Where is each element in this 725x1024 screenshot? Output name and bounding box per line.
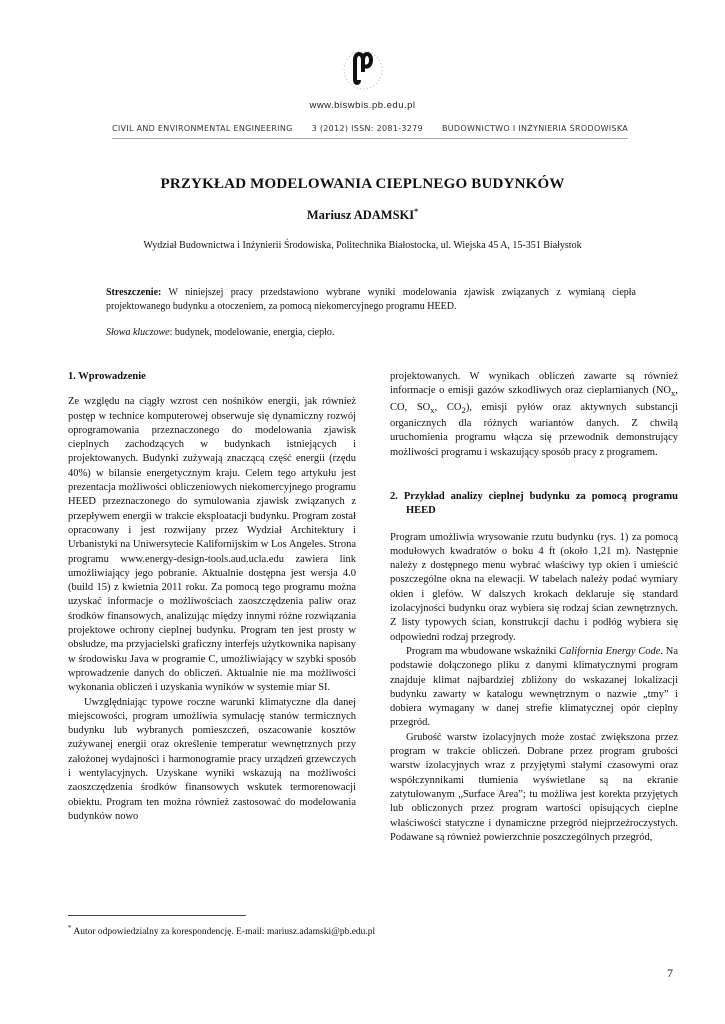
right-column [390, 370, 678, 845]
author-text: Mariusz ADAMSKI [306, 208, 415, 223]
affiliation: Wydział Budownictwa i Inżynierii Środowiska, Politechnika Białostocka, ul. Wiejska 45 A, 15-351 Białystok [143, 240, 582, 251]
subscript: x [430, 404, 435, 415]
text-run: ), emisji pyłów oraz aktywnych substancji organicznych dla różnych wariantów danych. Z chwilą uruchomienia programu włącza się przewodnik demonstrujący możliwości programu i wskazujący sposób pracy z programem. [390, 401, 679, 458]
italic-term: California Energy Code [559, 645, 661, 657]
abstract [106, 286, 636, 314]
journal-url: www.biswbis.pb.edu.pl [309, 100, 416, 111]
keywords-label: Słowa kluczowe [106, 327, 170, 338]
text-run: , CO, SO [390, 385, 678, 413]
author-name [0, 207, 725, 223]
paragraph: Uwzględniając typowe roczne warunki klimatyczne dla danej miejscowości, program umożliwia symulację stanów termicznych budynku lub wybranych pomieszczeń, oszacowanie kosztów zużywanej energii oraz określenie temperatur wewnętrznych przy założonej wydajności i harmonogramie pracy urządzeń grzewczych i wentylacyjnych. Uzyskane wyniki wskazują na możliwości zaoszczędzenia środków finansowych wskutek termorenowacji obiektu. Program ten można również zastosować do modelowania budynków nowo [68, 696, 356, 822]
left-column [68, 370, 356, 824]
abstract-label: Streszczenie: [106, 287, 162, 298]
text-run: , CO [434, 401, 462, 413]
footnote-mark: * [68, 924, 72, 932]
footnote [68, 924, 375, 937]
subscript: 2 [461, 404, 466, 415]
text-run: projektowanych. W wynikach obliczeń zawarte są również informacje o emisji gazów szkodliwych oraz cieplarnianych (NO [390, 371, 678, 397]
keywords-text: : budynek, modelowanie, energia, ciepło. [169, 327, 335, 338]
journal-name-en: CIVIL AND ENVIRONMENTAL ENGINEERING [112, 124, 293, 133]
journal-header [112, 124, 628, 133]
paragraph [390, 645, 678, 731]
paragraph [390, 370, 678, 460]
paragraph: Program umożliwia wrysowanie rzutu budynku (rys. 1) za pomocą modułowych kwadratów o boku 4 ft (około 1,21 m). Następnie należy z dostępnego menu wybrać właściwy typ okien i umieścić poszczególne okna na elewacji. W tabelach należy podać wymiary okien i glefów. W dalszych krokach deklaruje się standard izolacyjności budynku oraz wybiera się rodzaj ścian zewnętrznych. Z listy typowych ścian, konstrukcji dachu i podłóg wybiera się odpowiedni rodzaj przegrody. [390, 531, 678, 643]
footnote-divider [68, 915, 246, 916]
footnote-text: Autor odpowiedzialny za korespondencję. E-mail: mariusz.adamski@pb.edu.pl [71, 927, 376, 938]
section-heading-1: 1. Wprowadzenie [68, 371, 146, 382]
header-divider [112, 138, 628, 139]
journal-name-pl: BUDOWNICTWO I INŻYNIERIA ŚRODOWISKA [441, 124, 628, 133]
paper-title: PRZYKŁAD MODELOWANIA CIEPLNEGO BUDYNKÓW [160, 176, 565, 192]
page-number: 7 [667, 966, 673, 980]
section-heading-2: 2. Przykład analizy cieplnej budynku za pomocą programu HEED [390, 490, 678, 517]
paragraph: Ze względu na ciągły wzrost cen nośników energii, jak również postęp w technice komputerowej obserwuje się dynamiczny rozwój oprogramowania przeznaczonego do modelowania zjawisk cieplnych zachodzących w budynkach istniejących i projektowanych. Budynki zużywają znaczącą część energii (rzędu 40%) w bilansie energetycznym kraju. Celem tego artykułu jest prezentacja możliwości obliczeniowych niekomercyjnego programu HEED przeznaczonego do symulowania zjawisk związanych z przepływem energii w trakcie eksploatacji budynku. Program został opracowany i jest rozwijany przez Wydział Architektury i Urbanistyki na Uniwersytecie Kalifornijskim w Los Angeles. Strona programu www.energy-design-tools.aud.ucla.edu zawiera link umożliwiający jego pobranie. Aktualnie dostępna jest wersja 4.0 (build 15) z kwietnia 2011 roku. Za pomocą tego programu można uzyskać informacje o możliwościach zaoszczędzenia paliw oraz środków finansowych, analizując między innymi różne rozwiązania projektowe ochrony cieplnej budynku. Program ten jest prosty w obsłudze, ma przyjacielski graficzny interfejs użytkownika napisany w środowisku Java w programie C, umożliwiający w szybki sposób wprowadzenie danych do obliczeń. Aktualnie nie ma możliwości wykonania obliczeń i uzyskania wyników w systemie miar SI. [68, 396, 356, 694]
text-run: Program ma wbudowane wskaźniki [406, 645, 560, 657]
text-run: . Na podstawie dołączonego pliku z danymi klimatycznymi program znajduje klimat najbardziej zbliżony do wskazanej lokalizacji budynku zawarty w katalogu wewnętrznym o nazwie „tmy” i dobiera wymagany w danej strefie klimatycznej opór cieplny przegród. [390, 645, 678, 729]
author-footnote-mark: * [414, 207, 419, 216]
subscript: x [671, 388, 676, 399]
keywords [106, 327, 636, 338]
paragraph: Grubość warstw izolacyjnych może zostać zwiększona przez program w trakcie obliczeń. Dobrane przez program grubości warstw izolacyjnych wraz z przyjętymi stałymi czasowymi oraz współczynnikami tłumienia wyświetlane są na ekranie zatytułowanym „Surface Area”; tu możliwa jest korekta przyjętych lub obliczonych przez program wartości opisujących cieplne właściwości statyczne i dynamiczne przegród niejprzeźroczystych. Podawane są również powierzchnie poszczególnych przegród, [390, 731, 678, 843]
abstract-text: W niniejszej pracy przedstawiono wybrane wyniki modelowania zjawisk związanych z wymianą ciepła projektowanego budynku a otoczeniem, za pomocą niekomercyjnego programu HEED. [106, 287, 636, 312]
journal-issue: 3 (2012) ISSN: 2081-3279 [311, 124, 423, 133]
